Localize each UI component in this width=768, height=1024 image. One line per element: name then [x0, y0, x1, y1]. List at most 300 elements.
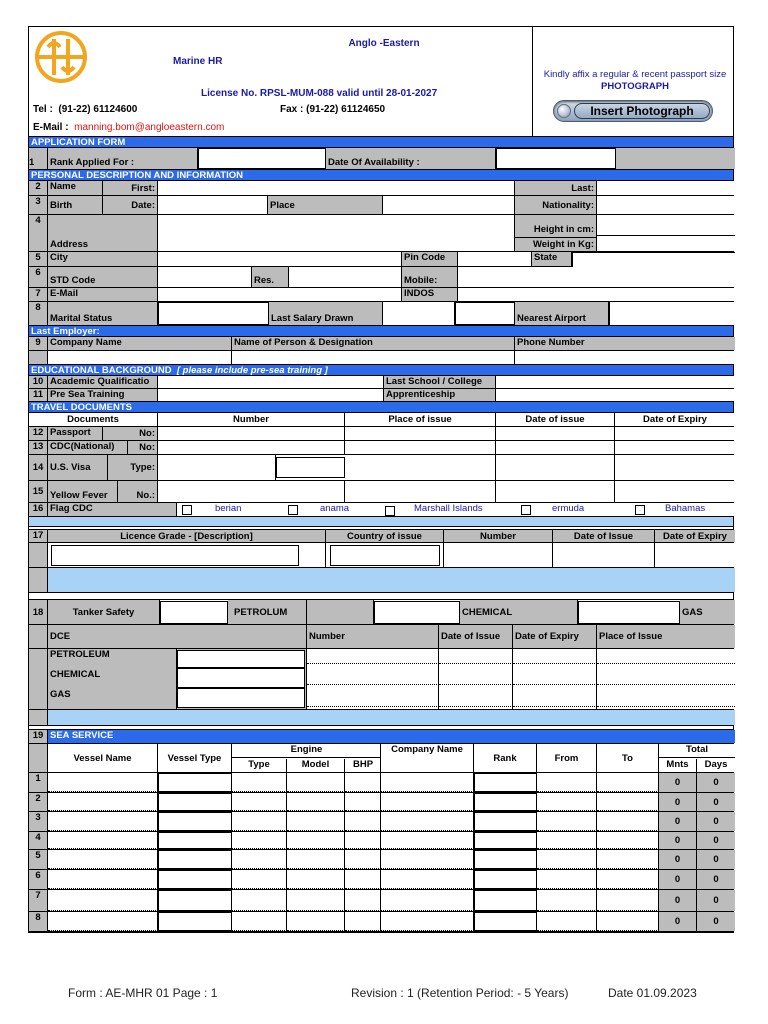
- from-date-input[interactable]: [537, 793, 597, 811]
- vessel-type-input[interactable]: [158, 850, 232, 869]
- travel-col-date-expiry: Date of Expiry: [615, 413, 735, 426]
- engine-type-input[interactable]: [232, 870, 287, 889]
- vessel-name-input[interactable]: [48, 812, 158, 831]
- birth-place-input[interactable]: [383, 196, 515, 214]
- total-months: 0: [659, 890, 697, 911]
- from-date-input[interactable]: [537, 773, 597, 792]
- engine-type-input[interactable]: [232, 912, 287, 931]
- to-date-input[interactable]: [597, 812, 659, 831]
- chemical-input[interactable]: [578, 601, 680, 624]
- engine-bhp-input[interactable]: [345, 850, 381, 869]
- row-number: 6: [29, 870, 48, 889]
- total-months: 0: [659, 870, 697, 889]
- availability-input[interactable]: [496, 148, 616, 169]
- to-date-input[interactable]: [597, 793, 659, 811]
- col-from: From: [537, 744, 597, 772]
- vessel-type-input[interactable]: [158, 912, 232, 931]
- vessel-name-input[interactable]: [48, 793, 158, 811]
- company-name-input[interactable]: [381, 832, 474, 849]
- photo-note-bold: PHOTOGRAPH: [601, 81, 669, 92]
- availability-label: Date Of Availability :: [326, 148, 496, 169]
- row-rank: [29, 148, 733, 170]
- dce-place-line[interactable]: [597, 649, 735, 664]
- licence-band-fill: [48, 568, 735, 592]
- dce-label: DCE: [48, 625, 307, 648]
- row-number: 18: [29, 600, 48, 624]
- company-name-input[interactable]: [381, 912, 474, 931]
- address-label: Address: [48, 215, 158, 251]
- dce-issue-line[interactable]: [439, 649, 513, 664]
- academic-input[interactable]: [158, 376, 384, 388]
- row-cdc: [29, 441, 733, 455]
- height-label: Height in cm:: [533, 224, 594, 235]
- person-designation-label: Name of Person & Designation: [232, 337, 515, 350]
- engine-model-input[interactable]: [287, 812, 345, 831]
- dce-place-line[interactable]: [597, 686, 735, 707]
- engine-bhp-input[interactable]: [345, 890, 381, 911]
- yellow-fever-number-input[interactable]: [158, 481, 345, 502]
- sea-service-row: [29, 890, 733, 912]
- photo-note-text: Kindly affix a regular & recent passport size: [543, 69, 727, 80]
- presea-input[interactable]: [158, 389, 384, 401]
- rank-input[interactable]: [474, 912, 537, 931]
- vessel-type-input[interactable]: [158, 890, 232, 911]
- engine-model-input[interactable]: [287, 850, 345, 869]
- vessel-name-input[interactable]: [48, 890, 158, 911]
- travel-header: [29, 413, 733, 427]
- total-days: 0: [697, 890, 735, 911]
- dce-band-fill: [48, 710, 735, 725]
- telephone: [33, 104, 137, 115]
- row-number: 12: [29, 427, 48, 440]
- cdc-place-input[interactable]: [345, 441, 496, 454]
- total-days: 0: [697, 832, 735, 849]
- us-visa-expiry-input[interactable]: [615, 455, 735, 480]
- rank-input[interactable]: [474, 793, 537, 811]
- employer-phone-input[interactable]: [515, 351, 735, 364]
- engine-bhp-input[interactable]: [345, 832, 381, 849]
- dce-issue-line[interactable]: [439, 665, 513, 685]
- to-date-input[interactable]: [597, 912, 659, 931]
- dce-header: [29, 625, 733, 649]
- salary-currency-input[interactable]: [455, 302, 515, 325]
- flag-options: [177, 503, 735, 516]
- dce-chemical-input[interactable]: [177, 668, 305, 688]
- indos-input[interactable]: [458, 288, 735, 301]
- yellow-fever-expiry-input[interactable]: [615, 481, 735, 502]
- birth-date-label: Date:: [103, 196, 158, 214]
- cdc-issue-input[interactable]: [496, 441, 615, 454]
- engine-bhp-input[interactable]: [345, 773, 381, 792]
- dce-input-boxes: [177, 649, 307, 709]
- licence-expiry-input[interactable]: [655, 543, 735, 567]
- company-name-input[interactable]: [381, 773, 474, 792]
- mobile-label: Mobile:: [402, 267, 458, 287]
- cdc-label: CDC(National): [48, 441, 128, 454]
- from-date-input[interactable]: [537, 870, 597, 889]
- dce-issue-cells: [439, 649, 513, 709]
- engine-model-input[interactable]: [287, 912, 345, 931]
- row-academic: [29, 376, 733, 389]
- sea-service-row: [29, 773, 733, 793]
- gas-label: GAS: [680, 600, 735, 624]
- city-label: City: [48, 252, 158, 266]
- total-days: 0: [697, 870, 735, 889]
- spacer-band: [29, 517, 733, 527]
- marital-status-input[interactable]: [158, 302, 269, 325]
- company-name-input[interactable]: [381, 812, 474, 831]
- tanker-safety-input[interactable]: [160, 601, 228, 624]
- insert-photograph-button[interactable]: [553, 100, 713, 122]
- rank-label: Rank Applied For :: [48, 148, 198, 169]
- engine-model-input[interactable]: [287, 870, 345, 889]
- res-input[interactable]: [289, 267, 402, 287]
- row-tanker: [29, 600, 733, 625]
- row-employer-head: [29, 337, 733, 351]
- us-visa-issue-input[interactable]: [496, 455, 615, 480]
- company-name-input[interactable]: [381, 793, 474, 811]
- licence-col-grade: Licence Grade - [Description]: [48, 530, 326, 542]
- row-number: 5: [29, 850, 48, 869]
- footer-revision: Revision : 1 (Retention Period: - 5 Years): [351, 986, 569, 1000]
- vessel-name-input[interactable]: [48, 870, 158, 889]
- dce-number-line[interactable]: [307, 649, 439, 664]
- row-us-visa: [29, 455, 733, 481]
- dce-col-number: Number: [307, 625, 439, 648]
- height-weight-labels: [515, 215, 597, 251]
- row-spacer: [29, 710, 48, 725]
- row-number: 14: [29, 455, 48, 480]
- yellow-fever-issue-input[interactable]: [496, 481, 615, 502]
- total-days: 0: [697, 793, 735, 811]
- weight-label: Weight in Kg:: [532, 239, 594, 250]
- presea-label: Pre Sea Training: [48, 389, 158, 401]
- vessel-type-input[interactable]: [158, 870, 232, 889]
- employer-company-input[interactable]: [48, 351, 232, 364]
- cdc-expiry-input[interactable]: [615, 441, 735, 454]
- engine-model-input[interactable]: [287, 793, 345, 811]
- row-spacer: [29, 568, 48, 592]
- address-input[interactable]: [158, 215, 515, 251]
- row-number: 8: [29, 912, 48, 931]
- row-number: 2: [29, 793, 48, 811]
- licence-band: [29, 568, 733, 592]
- sea-service-row: [29, 912, 733, 932]
- rank-input[interactable]: [474, 850, 537, 869]
- flag-panama-checkbox[interactable]: [288, 505, 298, 515]
- from-date-input[interactable]: [537, 812, 597, 831]
- last-name-input[interactable]: [597, 181, 735, 195]
- dce-expiry-line[interactable]: [513, 665, 597, 685]
- engine-bhp-input[interactable]: [345, 870, 381, 889]
- vessel-type-input[interactable]: [158, 793, 232, 811]
- flag-liberia-checkbox[interactable]: [182, 505, 192, 515]
- dce-petroleum-label: PETROLEUM: [50, 649, 110, 660]
- height-weight-inputs: [597, 215, 735, 251]
- first-name-input[interactable]: [158, 181, 515, 195]
- row-number: 4: [29, 215, 48, 251]
- from-date-input[interactable]: [537, 850, 597, 869]
- section-last-employer: Last Employer:: [29, 326, 733, 337]
- insert-photograph-label: Insert Photograph: [574, 103, 710, 119]
- first-name-label: First:: [103, 181, 158, 195]
- from-date-input[interactable]: [537, 890, 597, 911]
- row-address: [29, 215, 733, 252]
- engine-model-input[interactable]: [287, 773, 345, 792]
- page-footer: [0, 986, 768, 1002]
- total-months: 0: [659, 850, 697, 869]
- footer-date: Date 01.09.2023: [608, 986, 697, 1000]
- apprenticeship-input[interactable]: [496, 389, 735, 401]
- dce-expiry-line[interactable]: [513, 686, 597, 707]
- from-date-input[interactable]: [537, 832, 597, 849]
- licence-grade-input[interactable]: [51, 545, 299, 566]
- vessel-type-input[interactable]: [158, 832, 232, 849]
- row-number: 3: [29, 196, 48, 214]
- education-note: [ please include pre-sea training ]: [176, 365, 328, 376]
- passport-issue-input[interactable]: [496, 427, 615, 440]
- row-number: 6: [29, 267, 48, 287]
- vessel-name-input[interactable]: [48, 850, 158, 869]
- passport-no-label: No:: [103, 427, 158, 440]
- total-months: 0: [659, 812, 697, 831]
- engine-type-header: Type: [232, 759, 287, 772]
- yellow-fever-place-input[interactable]: [345, 481, 496, 502]
- tanker-safety-label: Tanker Safety: [48, 600, 160, 624]
- email-field-label: E-Mail: [48, 288, 158, 301]
- nearest-airport-input[interactable]: [609, 302, 735, 325]
- rank-input[interactable]: [474, 812, 537, 831]
- hw-divider: [515, 237, 597, 238]
- vessel-name-input[interactable]: [48, 773, 158, 792]
- travel-col-number: Number: [158, 413, 345, 426]
- dce-expiry-line[interactable]: [513, 649, 597, 664]
- dce-number-line[interactable]: [307, 665, 439, 685]
- dce-number-cells: [307, 649, 439, 709]
- from-date-input[interactable]: [537, 912, 597, 931]
- dce-place-line[interactable]: [597, 665, 735, 685]
- birth-date-input[interactable]: [158, 196, 268, 214]
- engine-bhp-input[interactable]: [345, 812, 381, 831]
- us-visa-type-input[interactable]: [158, 455, 276, 480]
- licence-grade-cell: [48, 543, 326, 567]
- rank-input[interactable]: [474, 870, 537, 889]
- nearest-airport-label: Nearest Airport: [515, 302, 609, 325]
- nationality-label: Nationality:: [515, 196, 597, 214]
- dce-place-cells: [597, 649, 735, 709]
- engine-type-input[interactable]: [232, 793, 287, 811]
- state-label: State: [532, 252, 572, 266]
- total-months-header: Mnts: [659, 759, 697, 772]
- employer-person-input[interactable]: [232, 351, 515, 364]
- company-name-input[interactable]: [381, 870, 474, 889]
- flag-bahamas-checkbox[interactable]: [635, 505, 645, 515]
- dce-col-place-issue: Place of Issue: [597, 625, 735, 648]
- sea-service-rows: [29, 773, 733, 932]
- total-days-header: Days: [704, 759, 728, 770]
- nationality-input[interactable]: [597, 196, 735, 214]
- row-number: 3: [29, 812, 48, 831]
- email-link[interactable]: manning.bom@angloeastern.com: [74, 122, 225, 133]
- last-salary-label: Last Salary Drawn: [269, 302, 383, 325]
- passport-expiry-input[interactable]: [615, 427, 735, 440]
- licence-country-input[interactable]: [330, 545, 440, 566]
- to-date-input[interactable]: [597, 773, 659, 792]
- col-engine: [232, 744, 381, 772]
- engine-type-input[interactable]: [232, 812, 287, 831]
- travel-col-date-issue: Date of issue: [496, 413, 615, 426]
- engine-model-input[interactable]: [287, 890, 345, 911]
- dce-col-date-expiry: Date of Expiry: [513, 625, 597, 648]
- birth-place-label: Place: [268, 196, 383, 214]
- engine-type-input[interactable]: [232, 890, 287, 911]
- engine-type-input[interactable]: [232, 850, 287, 869]
- radio-knob-icon: [557, 104, 571, 118]
- flag-bermuda-checkbox[interactable]: [521, 505, 531, 515]
- row-number: 16: [29, 503, 48, 516]
- row-number: 13: [29, 441, 48, 454]
- row-number: 1: [29, 148, 48, 169]
- vessel-type-input[interactable]: [158, 812, 232, 831]
- rank-input[interactable]: [474, 890, 537, 911]
- to-date-input[interactable]: [597, 832, 659, 849]
- tel-label: Tel :: [33, 104, 53, 115]
- marital-status-label: Marital Status: [48, 302, 158, 325]
- licence-issue-input[interactable]: [553, 543, 655, 567]
- dce-number-line[interactable]: [307, 686, 439, 707]
- us-visa-number-input[interactable]: [276, 457, 345, 478]
- flag-bahamas-label: Bahamas: [665, 503, 706, 514]
- licence-number-input[interactable]: [444, 543, 553, 567]
- dce-gas-input[interactable]: [177, 688, 305, 708]
- pin-code-input[interactable]: [458, 252, 532, 266]
- flag-marshall-checkbox[interactable]: [385, 506, 395, 516]
- rank-input[interactable]: [198, 148, 326, 169]
- pin-code-label: Pin Code: [402, 252, 458, 266]
- mobile-input[interactable]: [458, 267, 735, 287]
- dce-chemical-label: CHEMICAL: [50, 669, 101, 680]
- dce-expiry-cells: [513, 649, 597, 709]
- licence-col-country: Country of issue: [326, 530, 444, 542]
- row-passport: [29, 427, 733, 441]
- company-name-input[interactable]: [381, 850, 474, 869]
- dce-gas-label: GAS: [50, 689, 71, 700]
- cdc-number-input[interactable]: [158, 441, 345, 454]
- sea-service-row: [29, 870, 733, 890]
- res-label: Res.: [252, 267, 289, 287]
- vessel-type-input[interactable]: [158, 773, 232, 792]
- passport-place-input[interactable]: [345, 427, 496, 440]
- row-spacer: [29, 744, 48, 772]
- engine-bhp-input[interactable]: [345, 793, 381, 811]
- engine-bhp-input[interactable]: [345, 912, 381, 931]
- sea-service-row: [29, 793, 733, 812]
- row1-filler: [616, 148, 735, 169]
- sea-service-row: [29, 832, 733, 850]
- email-field-input[interactable]: [158, 288, 402, 301]
- engine-type-input[interactable]: [232, 832, 287, 849]
- department-name: Marine HR: [173, 56, 223, 67]
- dce-petroleum-input[interactable]: [177, 650, 305, 668]
- sea-service-title: SEA SERVICE: [48, 730, 735, 743]
- licence-input-row: [29, 543, 733, 568]
- row-yellow-fever: [29, 481, 733, 503]
- vessel-name-input[interactable]: [48, 832, 158, 849]
- total-days: 0: [697, 773, 735, 792]
- total-months: 0: [659, 793, 697, 811]
- email: [33, 122, 224, 133]
- std-code-input[interactable]: [158, 267, 252, 287]
- indos-label: INDOS: [402, 288, 458, 301]
- weight-input[interactable]: [597, 237, 735, 251]
- last-salary-input[interactable]: [383, 302, 455, 325]
- chemical-label: CHEMICAL: [460, 600, 578, 624]
- std-code-label: STD Code: [48, 267, 158, 287]
- dce-col-date-issue: Date of Issue: [439, 625, 513, 648]
- rank-input[interactable]: [474, 773, 537, 792]
- row-name: [29, 181, 733, 196]
- row-number: 9: [29, 337, 48, 350]
- company-name-label: Company Name: [48, 337, 232, 350]
- row-number: 5: [29, 252, 48, 266]
- to-date-input[interactable]: [597, 850, 659, 869]
- dce-issue-line[interactable]: [439, 686, 513, 707]
- fax-value: (91-22) 61124650: [306, 104, 386, 115]
- academic-label: Academic Qualificatio: [48, 376, 158, 388]
- col-rank: Rank: [474, 744, 537, 772]
- us-visa-place-input[interactable]: [345, 455, 496, 480]
- col-total: [659, 744, 735, 772]
- us-visa-label: U.S. Visa: [48, 455, 108, 480]
- total-days: 0: [697, 912, 735, 931]
- flag-bermuda-label: ermuda: [552, 503, 585, 514]
- engine-model-header: Model: [287, 759, 345, 772]
- col-vessel-name: Vessel Name: [48, 744, 158, 772]
- rank-input[interactable]: [474, 832, 537, 849]
- city-input[interactable]: [158, 252, 402, 266]
- row-number: 19: [29, 730, 48, 743]
- footer-form-number: Form : AE-MHR 01 Page : 1: [68, 986, 218, 1000]
- yellow-fever-no-label: No.:: [118, 481, 158, 502]
- sea-service-header: [29, 743, 733, 773]
- row-number: 10: [29, 376, 48, 388]
- phone-number-label: Phone Number: [515, 337, 735, 350]
- vessel-name-input[interactable]: [48, 912, 158, 931]
- row-city: [29, 252, 733, 267]
- spacer-white-2: [29, 592, 733, 600]
- row-spacer: [29, 351, 48, 364]
- flag-marshall-label: Marshall Islands: [414, 503, 483, 514]
- section-personal: PERSONAL DESCRIPTION AND INFORMATION: [29, 170, 733, 181]
- travel-col-place: Place of issue: [345, 413, 496, 426]
- section-travel: TRAVEL DOCUMENTS: [29, 402, 733, 413]
- photo-note: [535, 69, 735, 93]
- height-input[interactable]: [597, 215, 735, 236]
- petrolum-input[interactable]: [374, 601, 460, 624]
- petrolum-label: PETROLUM: [228, 600, 307, 624]
- to-date-input[interactable]: [597, 870, 659, 889]
- last-school-input[interactable]: [496, 376, 735, 388]
- to-date-input[interactable]: [597, 890, 659, 911]
- engine-model-input[interactable]: [287, 832, 345, 849]
- engine-type-input[interactable]: [232, 773, 287, 792]
- email-label: E-Mail :: [33, 122, 69, 133]
- birth-label: Birth: [48, 196, 103, 214]
- passport-number-input[interactable]: [158, 427, 345, 440]
- row-number: 7: [29, 288, 48, 301]
- sea-service-row: [29, 812, 733, 832]
- company-name-input[interactable]: [381, 890, 474, 911]
